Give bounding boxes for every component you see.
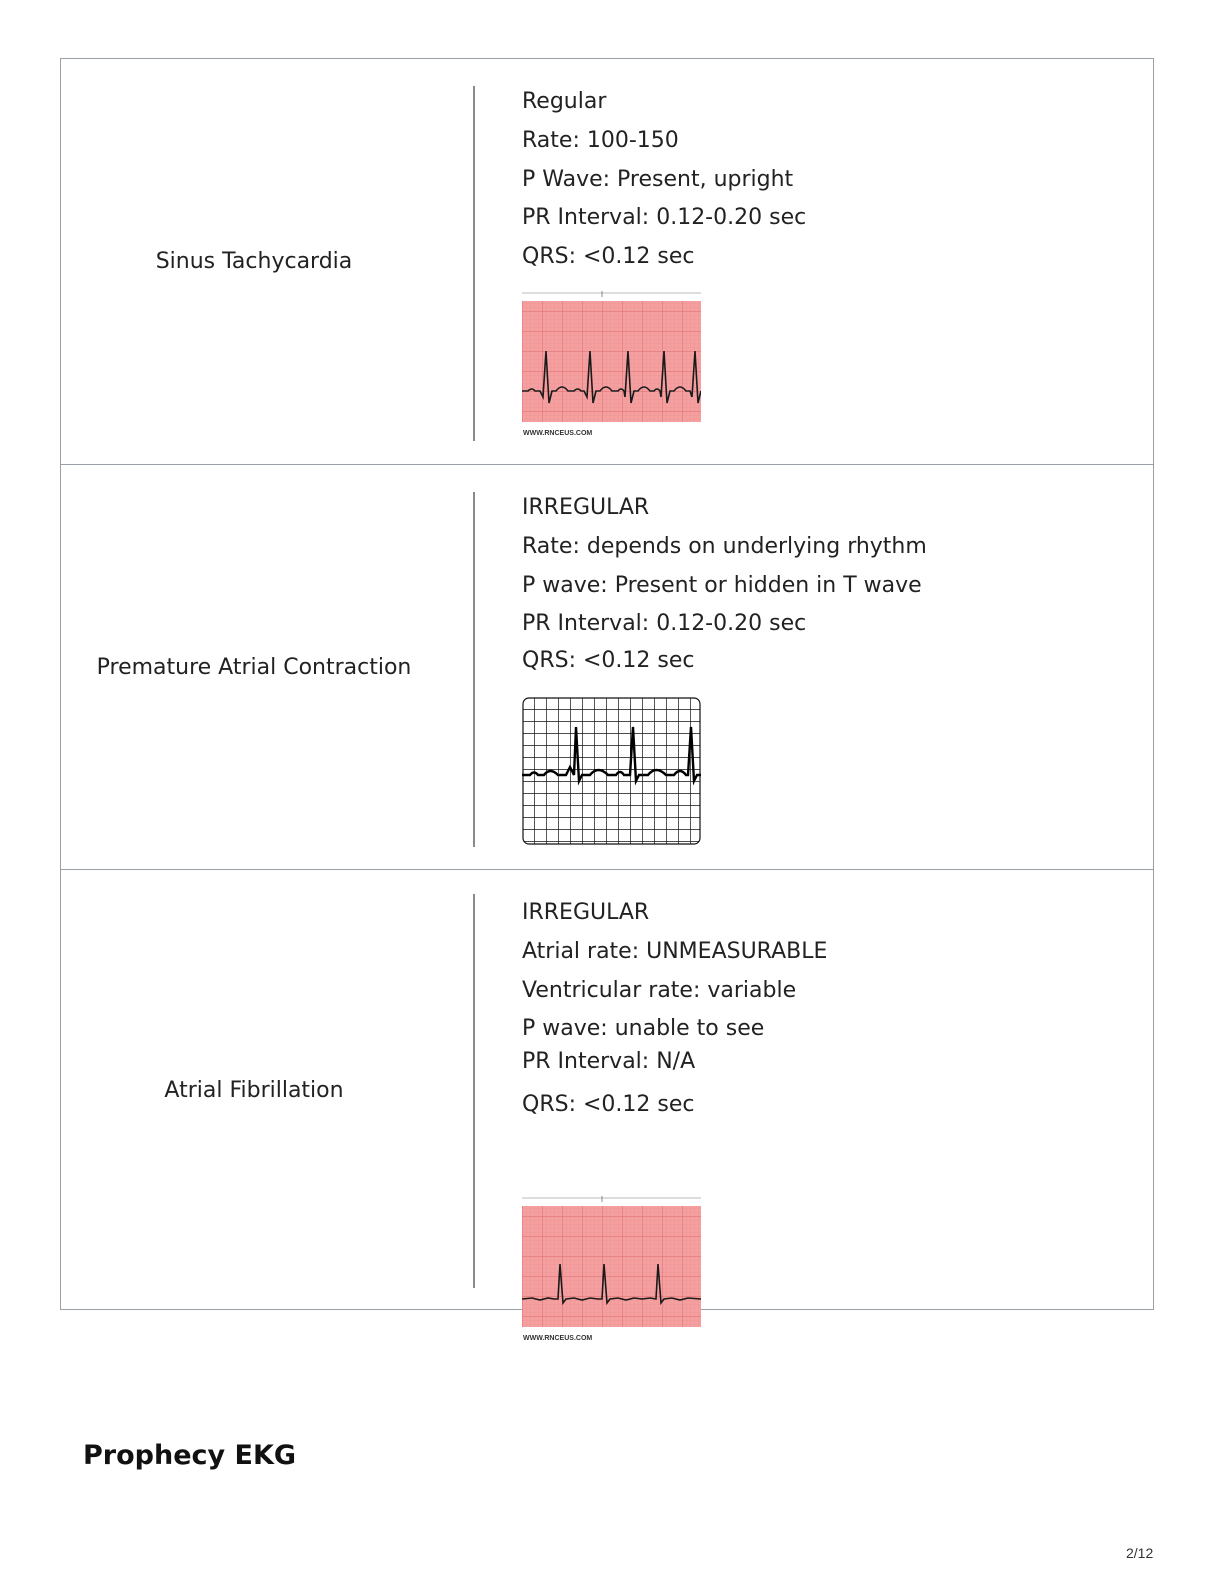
table-row — [61, 464, 1153, 869]
rhythm-regularity: Regular — [522, 89, 607, 114]
rhythm-qrs: QRS: <0.12 sec — [522, 244, 695, 269]
rhythm-qrs: QRS: <0.12 sec — [522, 648, 695, 673]
rhythm-regularity: IRREGULAR — [522, 900, 650, 925]
rhythm-p-wave: P wave: unable to see — [522, 1016, 765, 1041]
rhythm-atrial-rate: Atrial rate: UNMEASURABLE — [522, 939, 828, 964]
rhythm-p-wave: P Wave: Present, upright — [522, 167, 794, 192]
rhythm-name: Premature Atrial Contraction — [96, 655, 412, 680]
table-row — [61, 59, 1153, 464]
rhythm-ventricular-rate: Ventricular rate: variable — [522, 978, 797, 1003]
ekg-strip-image — [522, 291, 701, 439]
ekg-strip-image — [522, 697, 701, 845]
rhythm-qrs: QRS: <0.12 sec — [522, 1092, 695, 1117]
ekg-strip-image — [522, 1196, 701, 1344]
page-number: 2/12 — [1126, 1545, 1154, 1561]
column-divider — [473, 894, 475, 1288]
rhythm-name: Atrial Fibrillation — [164, 1078, 344, 1103]
column-divider — [473, 86, 475, 441]
column-divider — [473, 492, 475, 847]
rhythm-rate: Rate: depends on underlying rhythm — [522, 534, 927, 559]
rhythm-regularity: IRREGULAR — [522, 495, 650, 520]
ekg-caption: WWW.RNCEUS.COM — [523, 1335, 593, 1342]
rhythm-pr-interval: PR Interval: N/A — [522, 1049, 696, 1074]
rhythm-rate: Rate: 100-150 — [522, 128, 679, 153]
rhythm-pr-interval: PR Interval: 0.12-0.20 sec — [522, 611, 807, 636]
ekg-caption: WWW.RNCEUS.COM — [523, 430, 593, 437]
rhythm-p-wave: P wave: Present or hidden in T wave — [522, 573, 922, 598]
table-row — [61, 869, 1153, 1342]
document-title: Prophecy EKG — [83, 1440, 297, 1471]
rhythm-name: Sinus Tachycardia — [155, 249, 353, 274]
rhythm-table — [60, 58, 1154, 1342]
rhythm-pr-interval: PR Interval: 0.12-0.20 sec — [522, 205, 807, 230]
